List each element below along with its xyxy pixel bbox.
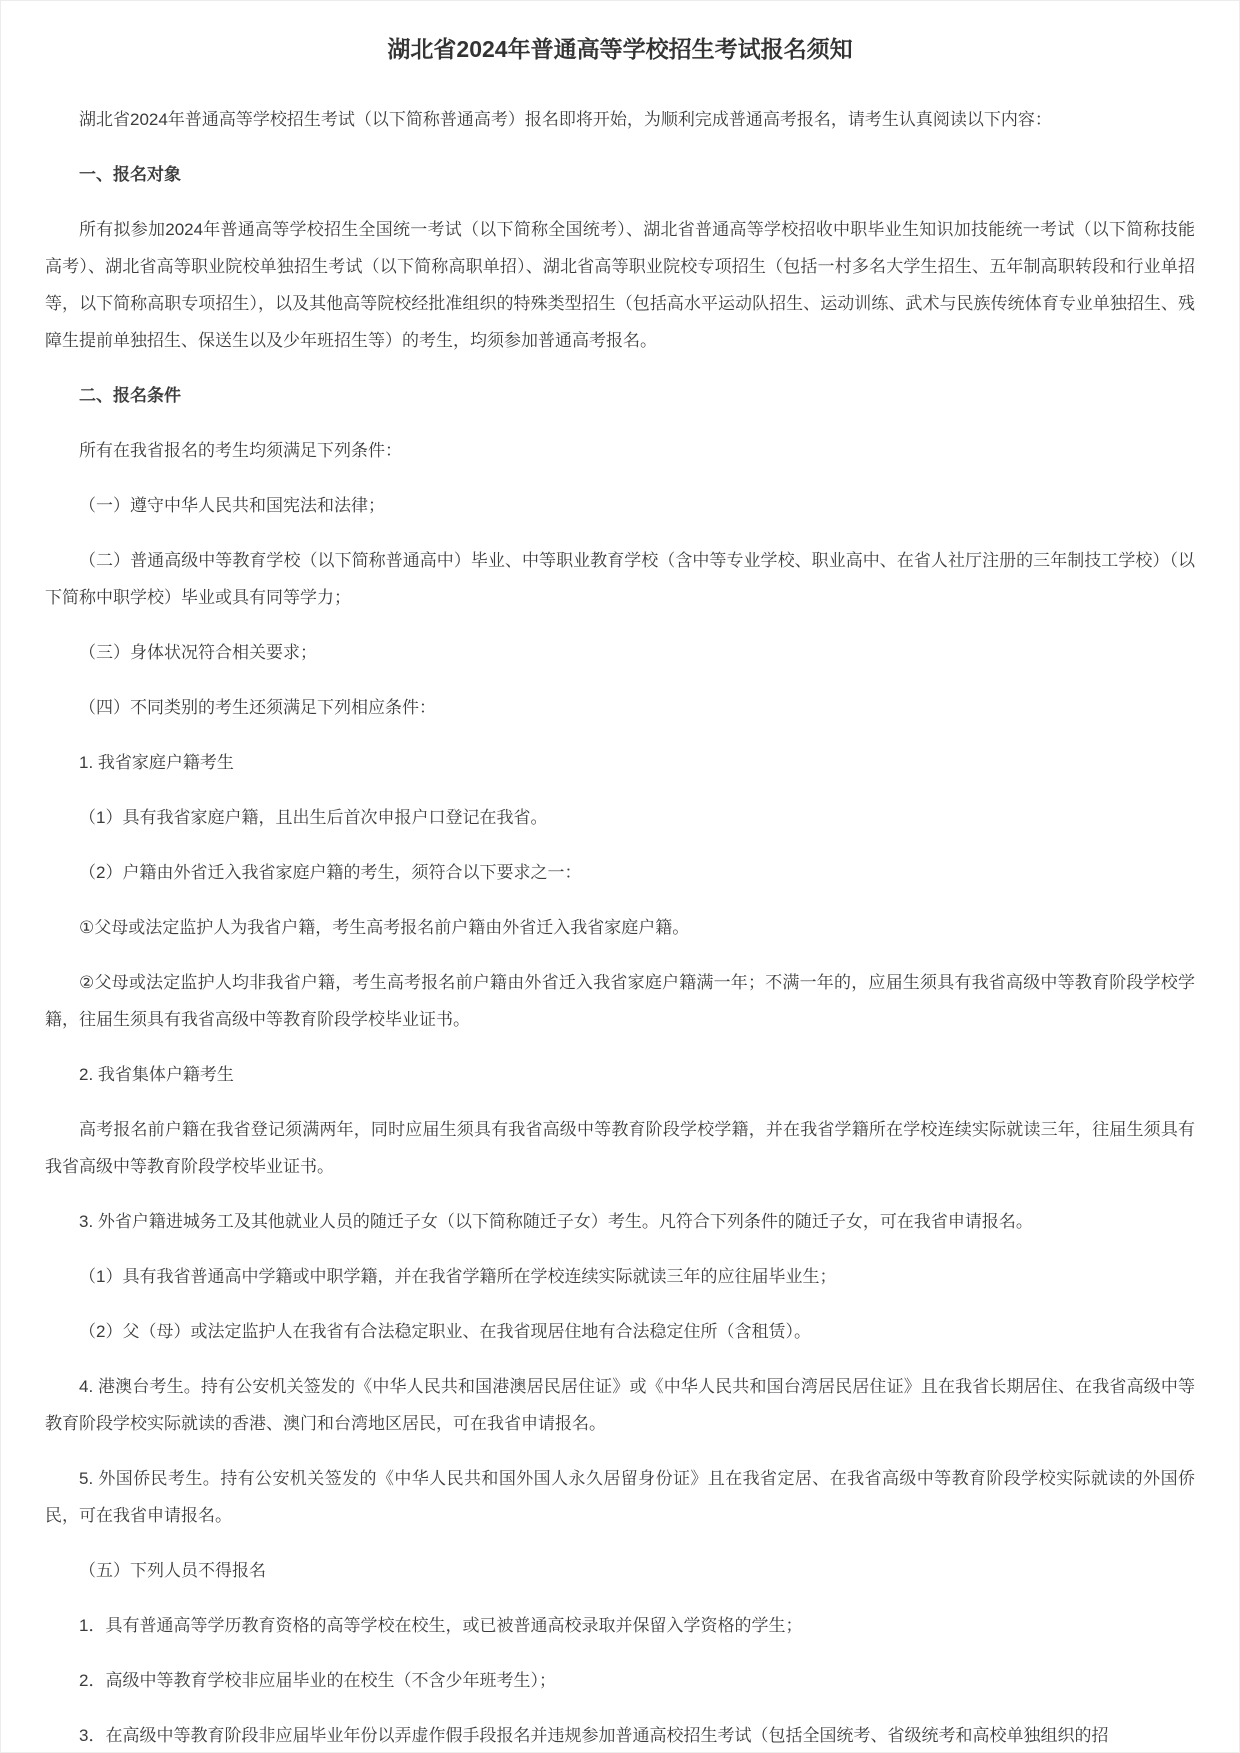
paragraph-migrant-item-1: （1）具有我省普通高中学籍或中职学籍，并在我省学籍所在学校连续实际就读三年的应往届毕业生；	[79, 1267, 837, 1286]
paragraph-condition-3: （三）身体状况符合相关要求；	[79, 643, 317, 662]
section-heading-registration-targets: 一、报名对象	[79, 165, 181, 184]
paragraph-registration-targets: 所有拟参加2024年普通高等学校招生全国统一考试（以下简称全国统考）、湖北省普通高等学校招收中职毕业生知识加技能统一考试（以下简称技能高考）、湖北省高等职业院校单独招生考试（以下简称高职单招）、湖北省高等职业院校专项招生（包括一村多名大学生招生、五年制高职转段和行业单招等，以下简称高职专项招生），以及其他高等院校经批准组织的特殊类型招生（包括高水平运动队招生、运动训练、武术与民族传统体育专业单独招生、残障生提前单独招生、保送生以及少年班招生等）的考生，均须参加普通高考报名。	[45, 220, 1195, 350]
paragraph-foreign-residents: 5. 外国侨民考生。持有公安机关签发的《中华人民共和国外国人永久居留身份证》且在我省定居、在我省高级中等教育阶段学校实际就读的外国侨民，可在我省申请报名。	[45, 1469, 1195, 1525]
paragraph-collective-registered-candidates: 2. 我省集体户籍考生	[79, 1065, 234, 1084]
paragraph-family-item-1: （1）具有我省家庭户籍，且出生后首次申报户口登记在我省。	[79, 808, 548, 827]
section-heading-registration-conditions: 二、报名条件	[79, 386, 181, 405]
paragraph-not-allowed-3: 3．在高级中等教育阶段非应届毕业年份以弄虚作假手段报名并违规参加普通高校招生考试（包括全国统考、省级统考和高校单独组织的招	[79, 1726, 1109, 1745]
paragraph-circle-1: ①父母或法定监护人为我省户籍，考生高考报名前户籍由外省迁入我省家庭户籍。	[79, 918, 690, 937]
paragraph-not-allowed-heading: （五）下列人员不得报名	[79, 1561, 266, 1580]
paragraph-family-registered-candidates: 1. 我省家庭户籍考生	[79, 753, 234, 772]
paragraph-condition-2: （二）普通高级中等教育学校（以下简称普通高中）毕业、中等职业教育学校（含中等专业学校、职业高中、在省人社厅注册的三年制技工学校）（以下简称中职学校）毕业或具有同等学力；	[45, 551, 1195, 607]
paragraph-condition-4: （四）不同类别的考生还须满足下列相应条件：	[79, 698, 436, 717]
document-title: 湖北省2024年普通高等学校招生考试报名须知	[387, 36, 853, 62]
paragraph-collective-requirements: 高考报名前户籍在我省登记须满两年，同时应届生须具有我省高级中等教育阶段学校学籍，并在我省学籍所在学校连续实际就读三年，往届生须具有我省高级中等教育阶段学校毕业证书。	[45, 1120, 1195, 1176]
paragraph-family-item-2: （2）户籍由外省迁入我省家庭户籍的考生，须符合以下要求之一：	[79, 863, 582, 882]
paragraph-conditions-intro: 所有在我省报名的考生均须满足下列条件：	[79, 441, 402, 460]
paragraph-migrant-item-2: （2）父（母）或法定监护人在我省有合法稳定职业、在我省现居住地有合法稳定住所（含租赁）。	[79, 1322, 811, 1341]
paragraph-circle-2: ②父母或法定监护人均非我省户籍，考生高考报名前户籍由外省迁入我省家庭户籍满一年；不满一年的，应届生须具有我省高级中等教育阶段学校学籍，往届生须具有我省高级中等教育阶段学校毕业证书。	[45, 973, 1195, 1029]
paragraph-not-allowed-2: 2．高级中等教育学校非应届毕业的在校生（不含少年班考生）；	[79, 1671, 556, 1690]
paragraph-condition-1: （一）遵守中华人民共和国宪法和法律；	[79, 496, 385, 515]
intro-paragraph: 湖北省2024年普通高等学校招生考试（以下简称普通高考）报名即将开始，为顺利完成普通高考报名，请考生认真阅读以下内容：	[79, 110, 1052, 129]
paragraph-migrant-children: 3. 外省户籍进城务工及其他就业人员的随迁子女（以下简称随迁子女）考生。凡符合下列条件的随迁子女，可在我省申请报名。	[79, 1212, 1033, 1231]
paragraph-hk-macao-taiwan: 4. 港澳台考生。持有公安机关签发的《中华人民共和国港澳居民居住证》或《中华人民共和国台湾居民居住证》且在我省长期居住、在我省高级中等教育阶段学校实际就读的香港、澳门和台湾地区居民，可在我省申请报名。	[45, 1377, 1195, 1433]
paragraph-not-allowed-1: 1．具有普通高等学历教育资格的高等学校在校生，或已被普通高校录取并保留入学资格的学生；	[79, 1616, 803, 1635]
